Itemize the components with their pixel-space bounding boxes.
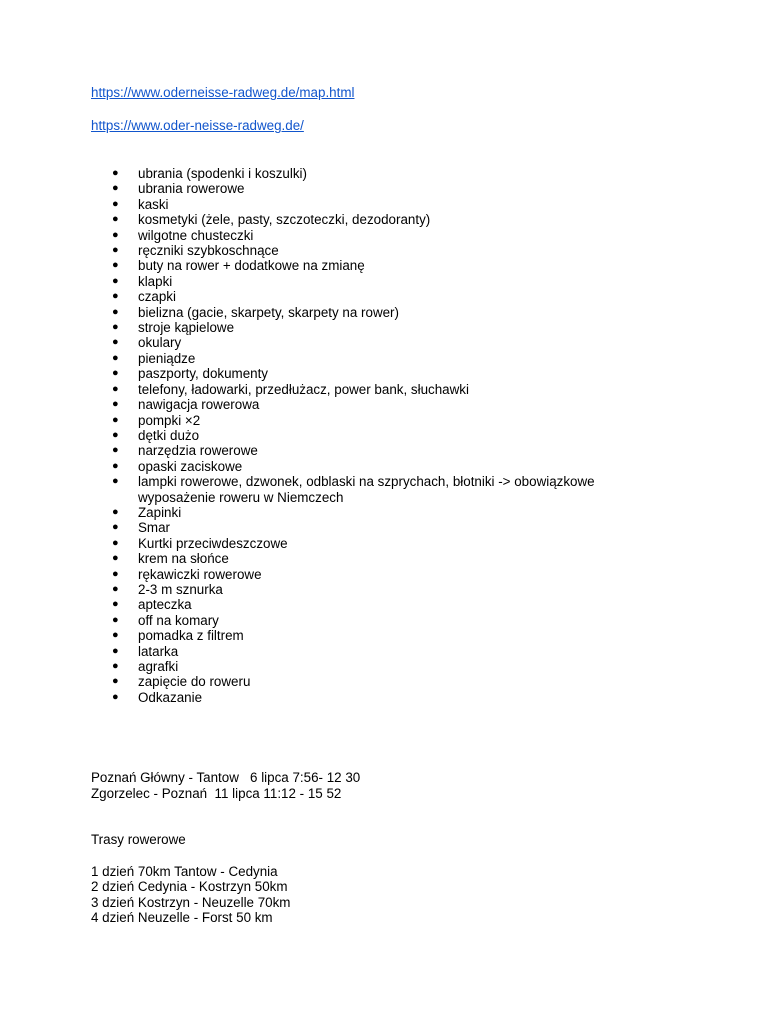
list-item [91, 474, 658, 505]
list-item [91, 659, 658, 674]
list-item-label: opaski zaciskowe [138, 458, 243, 474]
list-item [91, 305, 658, 320]
list-item-label: okulary [138, 335, 182, 351]
bullet-icon: ● [112, 613, 119, 626]
list-item [91, 258, 658, 273]
list-item [91, 228, 658, 243]
bullet-icon: ● [112, 629, 119, 642]
list-item [91, 644, 658, 659]
list-item-label: Odkazanie [138, 689, 203, 705]
list-item [91, 613, 658, 628]
list-item [91, 597, 658, 612]
list-item [91, 505, 658, 520]
train-return: Zgorzelec - Poznań 11 lipca 11:12 - 15 52 [91, 786, 342, 801]
list-item [91, 243, 658, 258]
list-item-label: czapki [138, 289, 176, 305]
list-item-label: pieniądze [138, 350, 196, 366]
list-item-label: narzędzia rowerowe [138, 443, 258, 459]
list-item [91, 382, 658, 397]
bullet-icon: ● [112, 182, 119, 195]
list-item-label: dętki dużo [138, 427, 200, 443]
homepage-link[interactable]: https://www.oder-neisse-radweg.de/ [91, 118, 304, 133]
route-day-1: 1 dzień 70km Tantow - Cedynia [91, 864, 278, 879]
bullet-icon: ● [112, 274, 119, 287]
route-day-4: 4 dzień Neuzelle - Forst 50 km [91, 910, 273, 925]
list-item [91, 274, 658, 289]
list-item-label: ubrania (spodenki i koszulki) [138, 166, 307, 181]
list-item-label: Smar [138, 520, 170, 536]
list-item-label: off na komary [138, 612, 219, 628]
bullet-icon: ● [112, 644, 119, 657]
bullet-icon: ● [112, 660, 119, 672]
list-item [91, 582, 658, 597]
list-item-label: pomadka z filtrem [138, 628, 244, 644]
list-item-label: kaski [138, 196, 169, 212]
list-item [91, 690, 658, 705]
list-item-label: Kurtki przeciwdeszczowe [138, 535, 288, 551]
bullet-icon: ● [112, 336, 119, 349]
list-item-label: ubrania rowerowe [138, 181, 245, 197]
bullet-icon: ● [112, 536, 119, 549]
list-item-label: paszporty, dokumenty [138, 366, 269, 382]
list-item-label: apteczka [138, 597, 192, 613]
list-item [91, 674, 658, 689]
list-item-label: rękawiczki rowerowe [138, 566, 262, 582]
bullet-icon: ● [112, 428, 119, 441]
list-item [91, 459, 658, 474]
bullet-icon: ● [112, 690, 119, 703]
list-item [91, 351, 658, 366]
bullet-icon: ● [112, 505, 119, 518]
list-item [91, 536, 658, 551]
bullet-icon: ● [112, 675, 119, 688]
list-item-label: krem na słońce [138, 551, 229, 567]
map-link[interactable]: https://www.oderneisse-radweg.de/map.html [91, 85, 355, 100]
bullet-icon: ● [112, 290, 119, 303]
bullet-icon: ● [112, 351, 119, 364]
list-item [91, 212, 658, 227]
list-item-label: 2-3 m sznurka [138, 581, 223, 597]
list-item-label: klapki [138, 273, 173, 289]
bullet-icon: ● [112, 413, 119, 426]
list-item [91, 428, 658, 443]
list-item [91, 567, 658, 582]
list-item-label: latarka [138, 643, 179, 659]
list-item-label: kosmetyki (żele, pasty, szczoteczki, dezodoranty) [138, 212, 431, 228]
route-day-2: 2 dzień Cedynia - Kostrzyn 50km [91, 879, 288, 894]
bullet-icon: ● [112, 552, 119, 565]
bullet-icon: ● [112, 398, 119, 411]
list-item-label: pompki ×2 [138, 412, 201, 428]
list-item-label: bielizna (gacie, skarpety, skarpety na rower) [138, 304, 399, 320]
bullet-icon: ● [112, 305, 119, 318]
train-outbound: Poznań Główny - Tantow 6 lipca 7:56- 12 30 [91, 770, 361, 785]
list-item [91, 628, 658, 643]
list-item-label: lampki rowerowe, dzwonek, odblaski na szprychach, błotniki -> obowiązkowe wyposażenie roweru w Niemczech [138, 474, 595, 505]
list-item-label: agrafki [138, 659, 179, 674]
list-item [91, 166, 658, 181]
list-item-label: Zapinki [138, 504, 182, 520]
list-item-label: stroje kąpielowe [138, 320, 235, 336]
bullet-icon: ● [112, 598, 119, 611]
list-item [91, 443, 658, 458]
list-item [91, 413, 658, 428]
bullet-icon: ● [112, 321, 119, 334]
list-item-label: nawigacja rowerowa [138, 397, 260, 413]
bullet-icon: ● [112, 259, 119, 272]
list-item [91, 335, 658, 350]
bullet-icon: ● [112, 567, 119, 580]
packing-list [91, 166, 658, 705]
list-item [91, 397, 658, 412]
bullet-icon: ● [112, 582, 119, 595]
bullet-icon: ● [112, 521, 119, 534]
bullet-icon: ● [112, 475, 119, 488]
bullet-icon: ● [112, 197, 119, 210]
bullet-icon: ● [112, 167, 119, 179]
link-line-home [91, 118, 304, 133]
routes-heading: Trasy rowerowe [91, 832, 186, 847]
list-item-label: wilgotne chusteczki [138, 227, 254, 243]
bullet-icon: ● [112, 444, 119, 457]
bullet-icon: ● [112, 382, 119, 395]
list-item-label: telefony, ładowarki, przedłużacz, power bank, słuchawki [138, 381, 469, 397]
bullet-icon: ● [112, 459, 119, 472]
list-item-label: zapięcie do roweru [138, 674, 251, 690]
bullet-icon: ● [112, 244, 119, 257]
list-item-label: ręczniki szybkoschnące [138, 243, 279, 259]
list-item [91, 320, 658, 335]
list-item [91, 520, 658, 535]
route-day-3: 3 dzień Kostrzyn - Neuzelle 70km [91, 895, 291, 910]
list-item [91, 181, 658, 196]
bullet-icon: ● [112, 213, 119, 226]
list-item [91, 366, 658, 381]
list-item-label: buty na rower + dodatkowe na zmianę [138, 258, 365, 274]
list-item [91, 197, 658, 212]
link-line-map [91, 85, 354, 100]
list-item [91, 289, 658, 304]
bullet-icon: ● [112, 367, 119, 380]
bullet-icon: ● [112, 228, 119, 241]
list-item [91, 551, 658, 566]
